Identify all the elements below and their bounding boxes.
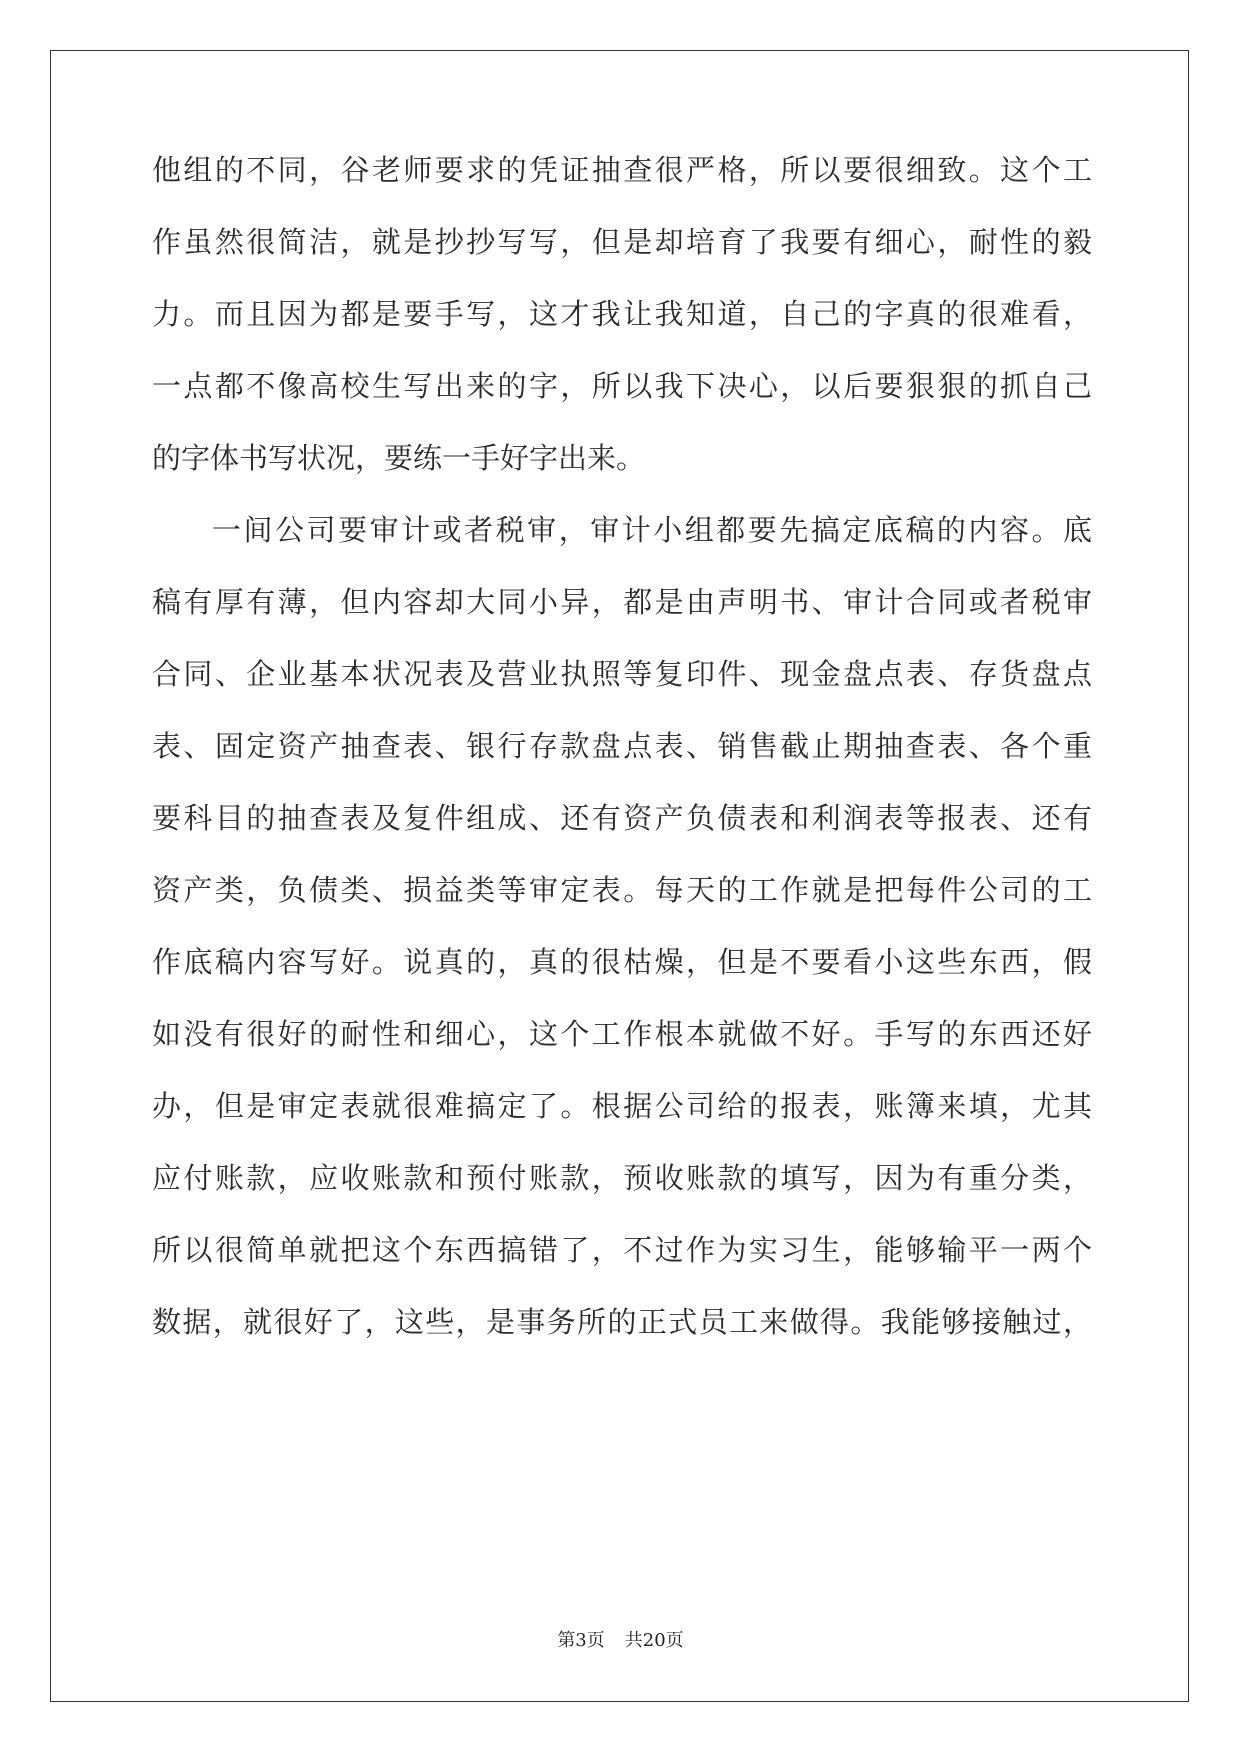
text-line: 力。而且因为都是要手写，这才我让我知道，自己的字真的很难看， [152,297,1092,331]
text-line: 办，但是审定表就很难搞定了。根据公司给的报表，账簿来填，尤其 [152,1089,1092,1123]
text-line: 作底稿内容写好。说真的，真的很枯燥，但是不要看小这些东西，假 [152,945,1092,979]
text-line: 表、固定资产抽查表、银行存款盘点表、销售截止期抽查表、各个重 [152,729,1092,763]
text-line: 合同、企业基本状况表及营业执照等复印件、现金盘点表、存货盘点 [152,657,1092,691]
page-footer [0,1629,1241,1653]
text-line: 数据，就很好了，这些，是事务所的正式员工来做得。我能够接触过， [152,1305,1092,1339]
text-line: 要科目的抽查表及复件组成、还有资产负债表和利润表等报表、还有 [152,801,1092,835]
text-line: 作虽然很简洁，就是抄抄写写，但是却培育了我要有细心，耐性的毅 [152,225,1092,259]
text-line: 所以很简单就把这个东西搞错了，不过作为实习生，能够输平一两个 [152,1233,1092,1267]
text-line: 应付账款，应收账款和预付账款，预收账款的填写，因为有重分类， [152,1161,1092,1195]
text-line: 一间公司要审计或者税审，审计小组都要先搞定底稿的内容。底 [212,513,1092,547]
text-line: 的字体书写状况，要练一手好字出来。 [152,441,646,475]
page-number: 第3页 [557,1630,605,1651]
text-line: 一点都不像高校生写出来的字，所以我下决心，以后要狠狠的抓自己 [152,369,1092,403]
text-line: 他组的不同，谷老师要求的凭证抽查很严格，所以要很细致。这个工 [152,153,1092,187]
text-line: 稿有厚有薄，但内容却大同小异，都是由声明书、审计合同或者税审 [152,585,1092,619]
text-line: 资产类，负债类、损益类等审定表。每天的工作就是把每件公司的工 [152,873,1092,907]
text-line: 如没有很好的耐性和细心，这个工作根本就做不好。手写的东西还好 [152,1017,1092,1051]
page-total: 共20页 [624,1630,684,1651]
